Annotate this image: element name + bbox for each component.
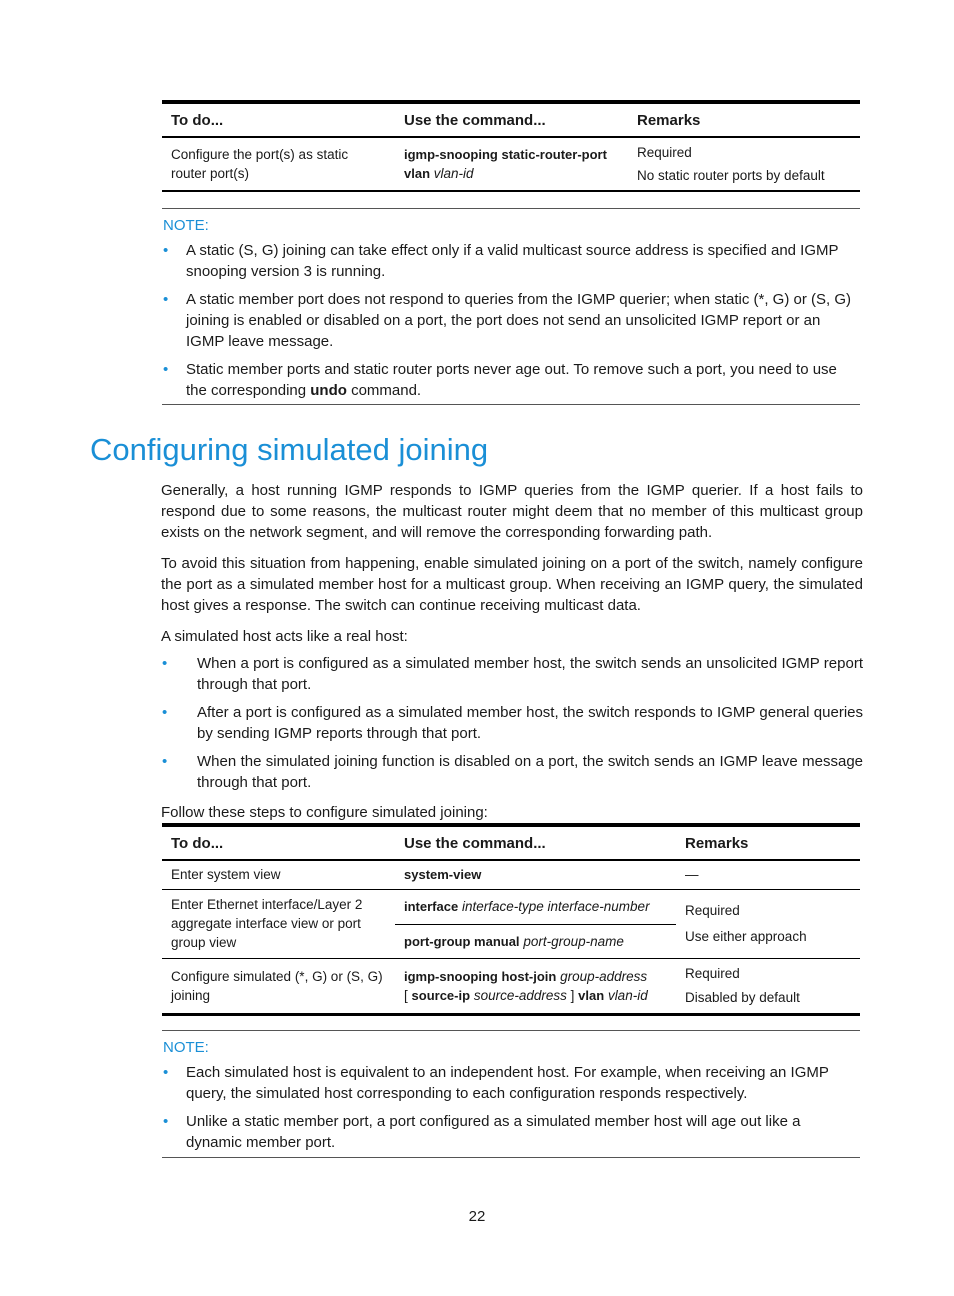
- command-argument: vlan-id: [433, 166, 474, 181]
- todo-cell: Enter Ethernet interface/Layer 2 aggregate interface view or port group view: [162, 889, 395, 958]
- table-row: [162, 958, 860, 1014]
- paragraph: Generally, a host running IGMP responds to IGMP queries from the IGMP querier. If a host fails to respond due to some reasons, the multicast router might deem that no member of this multicast group exists on the network segment, and will remove the corresponding forwarding path.: [161, 482, 863, 541]
- table-row: [162, 137, 860, 191]
- command-keyword: vlan: [578, 987, 605, 1003]
- command-cell: [395, 137, 628, 191]
- section-heading: Configuring simulated joining: [90, 432, 489, 467]
- command-keyword: vlan: [404, 166, 431, 181]
- note-list: [162, 240, 860, 401]
- static-router-port-table: [162, 100, 860, 192]
- todo-cell: Configure simulated (*, G) or (S, G) joining: [171, 968, 383, 1003]
- note-label: NOTE:: [163, 1039, 209, 1056]
- command-keyword: igmp-snooping static-router-port: [404, 147, 607, 162]
- remarks-cell: [676, 889, 860, 958]
- remarks-cell: —: [685, 867, 699, 883]
- command-argument: interface-type interface-number: [461, 899, 650, 914]
- command-keyword: source-ip: [411, 987, 471, 1003]
- command-cell: [395, 889, 676, 924]
- list-item: • When the simulated joining function is disabled on a port, the switch sends an IGMP leave message through that port.: [161, 751, 863, 793]
- bracket: [: [404, 987, 408, 1003]
- note-text: Static member ports and static router ports never age out. To remove such a port, you need to use the corresponding: [186, 361, 837, 399]
- todo-cell: Enter system view: [171, 867, 281, 883]
- list-item: • When a port is configured as a simulated member host, the switch sends an unsolicited IGMP report through that port.: [161, 653, 863, 695]
- todo-cell: Configure the port(s) as static router port(s): [171, 147, 349, 181]
- remark-line: Required: [685, 903, 740, 918]
- table-header-remarks: Remarks: [637, 111, 701, 129]
- remarks-cell: [628, 137, 860, 191]
- bracket: ]: [570, 987, 575, 1003]
- note-item: [162, 359, 860, 401]
- bullet-list: [161, 653, 863, 800]
- command-argument: port-group-name: [523, 933, 624, 949]
- paragraph: Follow these steps to configure simulated joining:: [161, 804, 488, 821]
- table-row: [162, 889, 860, 924]
- command-argument: source-address: [473, 987, 567, 1003]
- simulated-joining-table: [162, 823, 860, 1016]
- table-header-command: Use the command...: [404, 111, 546, 129]
- table-row: [162, 860, 860, 889]
- paragraph: To avoid this situation from happening, enable simulated joining on a port of the switch, namely configure the port as a simulated member host for a multicast group. When receiving an IGMP query, the simulated host gives a response. The switch can continue receiving multicast data.: [161, 555, 863, 614]
- note-item: • Each simulated host is equivalent to an independent host. For example, when receiving an IGMP query, the simulated host corresponding to each configuration responds respectively.: [162, 1062, 860, 1104]
- command-cell: [395, 924, 676, 958]
- note-item: • A static member port does not respond to queries from the IGMP querier; when static (*, G) or (S, G) joining is enabled or disabled on a port, the port does not send an unsolicited IGMP report or an IGMP leave message.: [162, 289, 860, 352]
- note-item: • Unlike a static member port, a port configured as a simulated member host will age out like a dynamic member port.: [162, 1111, 860, 1153]
- command-cell: [395, 860, 676, 889]
- remark-line: Required: [637, 145, 692, 160]
- remark-line: Required: [685, 966, 740, 981]
- command-keyword: interface: [404, 899, 459, 914]
- note-list: [162, 1062, 860, 1153]
- command-keyword: port-group manual: [404, 933, 520, 949]
- command-cell: [395, 958, 676, 1014]
- command-keyword: igmp-snooping host-join: [404, 968, 557, 984]
- table-header-remarks: Remarks: [685, 834, 749, 852]
- note-item: • A static (S, G) joining can take effect only if a valid multicast source address is specified and IGMP snooping version 3 is running.: [162, 240, 860, 282]
- note-label: NOTE:: [163, 217, 209, 234]
- remark-line: No static router ports by default: [637, 168, 825, 183]
- paragraph: A simulated host acts like a real host:: [161, 628, 408, 645]
- table-header-todo: To do...: [171, 111, 224, 129]
- remark-line: Disabled by default: [685, 990, 800, 1005]
- note-text: command.: [346, 382, 422, 399]
- list-item: • After a port is configured as a simulated member host, the switch responds to IGMP general queries by sending IGMP reports through that port.: [161, 702, 863, 744]
- note-box: [162, 208, 860, 405]
- table-header-command: Use the command...: [404, 834, 546, 852]
- command-argument: vlan-id: [607, 987, 648, 1003]
- remarks-cell: [676, 958, 860, 1014]
- command-keyword: system-view: [404, 867, 482, 883]
- note-box: [162, 1030, 860, 1158]
- table-header-todo: To do...: [171, 834, 224, 852]
- undo-keyword: undo: [310, 382, 347, 399]
- command-argument: group-address: [560, 968, 648, 984]
- remark-line: Use either approach: [685, 929, 807, 944]
- page-number: 22: [468, 1208, 486, 1225]
